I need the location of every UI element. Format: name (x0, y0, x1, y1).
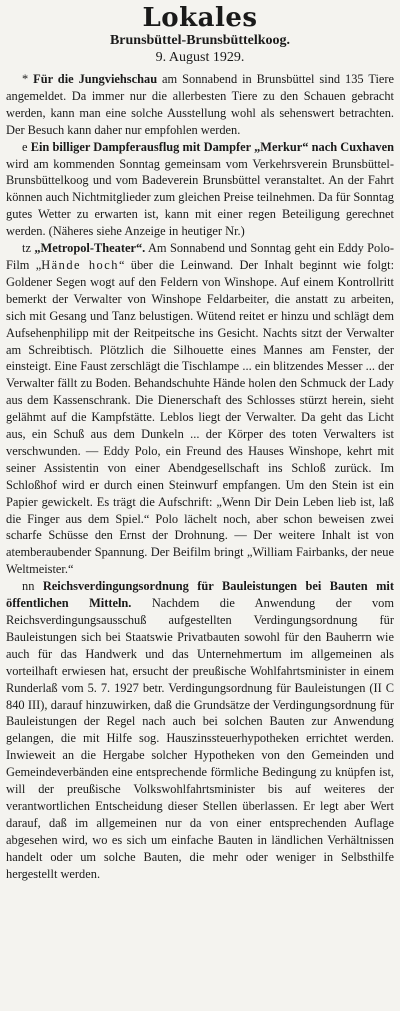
article-reichsverdingungsordnung (6, 578, 394, 882)
article-marker: e (22, 139, 31, 154)
article-jungviehschau (6, 71, 394, 139)
article-marker: nn (22, 579, 43, 594)
section-subtitle: Brunsbüttel-Brunsbüttelkoog. (109, 33, 291, 48)
section-date: 9. August 1929. (155, 50, 245, 65)
article-headline: Ein billiger Dampferausflug mit Dampfer „Merkur“ nach Cuxhaven (30, 139, 395, 154)
article-headline: Reichsverdingungsordnung für Bauleistungen bei Bauten mit öffentlichen Mitteln. (6, 579, 394, 611)
film-title: Hände hoch (41, 257, 119, 272)
section-title: Lokales (142, 3, 258, 33)
article-body: am Sonnabend in Brunsbüttel sind 135 Tiere angemeldet. Da immer nur die allerbesten Tiere zu den Schauen gebracht werden, kann man eine solche Ausstellung wohl als sehenswert betrachten. Der Besuch kann daher nur empfohlen werden. (6, 72, 395, 137)
article-metropol-theater (6, 240, 394, 578)
article-body: wird am kommenden Sonntag gemeinsam vom Verkehrsverein Brunsbüttel-Brunsbüttelkoog und vom Badeverein Brunsbüttel veranstaltet. An der Fahrt können auch Nichtmitglieder zum gleichen Preise teilnehmen. Da für Sonntag gutes Wetter zu erwarten ist, kann mit einer regen Beteiligung gerechnet werden. (Näheres siehe Anzeige in heutiger Nr.) (6, 156, 394, 239)
article-headline: „Metropol-Theater“. (34, 241, 146, 256)
article-body: “ über die Leinwand. Der Inhalt beginnt wie folgt: Goldener Segen wogt auf den Feldern von Winshope. Auf einem Kontrollritt bemerkt der Verwalter von Winshope Feldarbeiter, die anstatt zu arbeiten, sich mit Gesang und Tanz belustigen. Wütend reitet er hinzu und schlägt dem Aufsehenphilipp mit der Reitpeitsche ins Gesicht. Nachts sitzt der Verwalter am Schreibtisch. Plötzlich die Silhouette eines Mannes am Fenster, der einsteigt. Eine Faust zerschlägt die Tischlampe ... ein blitzendes Messer ... der Verwalter fällt zu Boden. Behandschuhte Hände holen den Schmuck der Lady aus dem Kassenschrank. Die Dienerschaft des Schlosses stürzt herein, sieht gelähmt auf die Kampfstätte. Leblos liegt der Verwalter. Da geht das Licht aus, ein Schuß aus dem Dunkeln ... der Körper des toten Verwalters ist verschwunden. — Eddy Polo, ein Freund des Hauses Winshope, kehrt mit seiner Assistentin von einer Abendgesellschaft ins Schloß zurück. Im Schloßhof wird er durch einen Steinwurf empfangen. Um den Stein ist ein Papier gewickelt. Es trägt die Aufschrift: „Wenn Dir Dein Leben lieb ist, laß die Finger aus dem Spiel.“ Polo lächelt noch, aber schon beweisen zwei scharfe Schüsse den Ernst der Drohnung. — Der weitere Inhalt ist von atemberaubender Spannung. Der Beifilm bringt „William Fairbanks, der neue Weltmeister.“ (6, 257, 395, 577)
article-body: Nachdem die Anwendung der vom Reichsverdingungsausschuß aufgestellten Verdingungsordnung für Bauleistungen sich bei Staatswie Privatbauten sowohl für den Bauherrn wie auch für das Handwerk und das Unternehmertum im allgemeinen als vorteilhaft erwiesen hat, ersucht der preußische Wohlfahrtsminister in einem Runderlaß vom 5. 7. 1927 betr. Verdingungsordnung für Bauleistungen (II C 840 III), darauf hinzuwirken, daß die Grundsätze der Verdingungsordnung für Bauleistungen der Regel nach auch bei solchen Bauten zur Anwendung gelangen, die mit Hilfe sog. Hauszinssteuerhypotheken errichtet werden. Inwieweit an die Hergabe solcher Hypotheken von den Gemeinden und Gemeindeverbänden eine entsprechende förmliche Bedingung zu knüpfen ist, will der preußische Volkswohlfahrtsminister bis auf weiteres der verantwortlichen Entscheidung dieser Stellen überlassen. Er legt aber Wert darauf, daß im allgemeinen nur da von einer entsprechenden Auflage abgesehen wird, wo es sich um einfache Bauten in ländlichen Verhältnissen handelt oder um solche Bauten, die mehr oder weniger in Selbsthilfe hergestellt werden. (6, 596, 394, 881)
article-body-start: Am Sonnabend und Sonntag geht ein Eddy Polo-Film „ (6, 241, 395, 272)
article-headline: Für die Jungviehschau (33, 72, 158, 86)
article-marker: tz (22, 241, 35, 256)
article-dampferausflug (6, 139, 394, 240)
article-marker: * (22, 72, 34, 86)
